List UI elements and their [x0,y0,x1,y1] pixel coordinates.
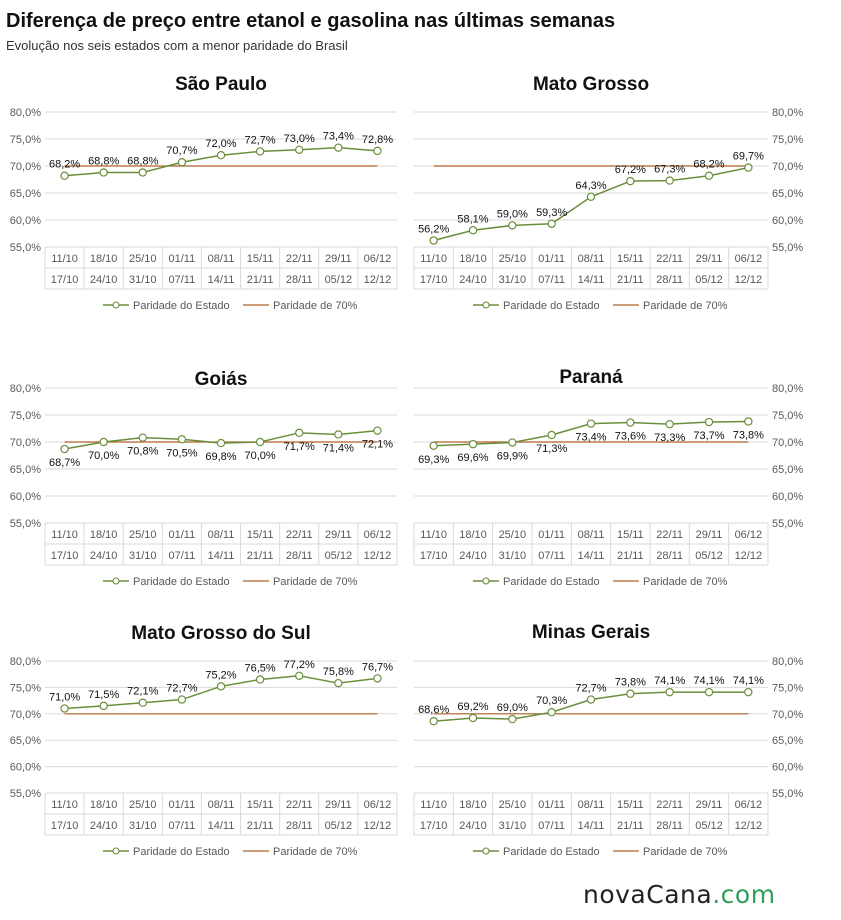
y-tick-label: 60,0% [772,215,804,227]
data-point [548,431,555,438]
x-tick-label: 25/10 [129,253,157,265]
legend-series-marker [113,302,119,308]
data-label: 68,2% [693,158,725,171]
chart-title: Minas Gerais [531,622,651,643]
x-tick-label: 11/10 [420,529,448,541]
x-tick-label: 24/10 [89,820,118,832]
data-label: 73,8% [614,676,646,689]
data-label: 56,2% [418,223,450,236]
data-label: 70,7% [166,145,198,158]
chart-panel-1 [10,74,397,312]
data-point [296,429,303,436]
x-tick-label: 08/11 [577,253,605,265]
x-tick-label: 24/10 [459,820,487,832]
x-tick-label: 17/10 [50,820,79,832]
data-label: 70,5% [166,447,198,460]
x-tick-label: 28/11 [656,274,684,286]
x-tick-label: 14/11 [207,820,235,832]
data-label: 59,0% [496,208,528,221]
legend-series-marker [483,848,489,854]
data-label: 70,8% [127,445,159,458]
data-label: 76,7% [361,661,394,674]
data-label: 69,8% [205,451,237,464]
x-tick-label: 05/12 [695,820,723,832]
y-tick-label: 70,0% [772,437,804,449]
data-label: 74,1% [693,675,725,688]
data-label: 73,0% [283,132,315,145]
y-tick-label: 80,0% [9,383,41,395]
x-tick-label: 05/12 [695,274,723,286]
data-label: 73,6% [614,430,646,443]
data-point [257,676,264,683]
chart-panel-6 [414,622,803,858]
legend-series-marker [483,302,489,308]
x-tick-label: 28/11 [285,550,313,562]
legend-label: Paridade de 70% [643,300,728,312]
data-label: 67,3% [654,163,686,176]
y-tick-label: 70,0% [9,161,41,173]
x-tick-label: 12/12 [734,820,763,832]
data-point [139,434,146,441]
y-tick-label: 80,0% [772,383,804,395]
x-tick-label: 14/11 [577,820,605,832]
x-tick-label: 01/11 [538,529,566,541]
data-label: 69,3% [418,453,450,466]
x-tick-label: 18/10 [459,253,487,265]
x-tick-label: 24/10 [89,274,118,286]
legend [473,576,728,588]
x-tick-label: 08/11 [207,253,235,265]
x-tick-label: 14/11 [207,274,235,286]
data-label: 74,1% [732,675,764,688]
x-tick-label: 08/11 [577,529,605,541]
data-point [627,178,634,185]
x-tick-label: 18/10 [459,529,487,541]
x-tick-label: 08/11 [577,799,605,811]
data-point [509,439,516,446]
data-point [666,689,673,696]
legend-label: Paridade de 70% [643,846,728,858]
x-tick-label: 24/10 [459,550,487,562]
x-tick-label: 22/11 [656,529,684,541]
chart-panel-2 [414,74,803,312]
x-tick-label: 07/11 [168,550,196,562]
x-tick-label: 15/11 [616,529,644,541]
y-tick-label: 55,0% [9,788,41,800]
x-tick-label: 17/10 [50,550,79,562]
legend-label: Paridade do Estado [503,846,600,858]
y-tick-label: 65,0% [9,464,41,476]
x-tick-label: 18/10 [89,253,118,265]
data-point [430,442,437,449]
x-tick-label: 21/11 [246,274,274,286]
x-tick-label: 14/11 [577,550,605,562]
data-point [548,220,555,227]
data-label: 71,7% [283,440,315,453]
data-point [666,421,673,428]
y-tick-label: 80,0% [772,656,804,668]
data-point [509,222,516,229]
chart-panel-4 [414,367,803,588]
y-tick-label: 75,0% [9,134,41,146]
data-point [61,172,68,179]
legend-label: Paridade do Estado [503,300,600,312]
data-point [139,169,146,176]
y-tick-label: 55,0% [772,788,804,800]
y-tick-label: 60,0% [9,215,41,227]
data-point [257,438,264,445]
legend-label: Paridade do Estado [133,576,230,588]
brand-domain: .com [712,880,776,909]
legend-series-marker [113,578,119,584]
y-tick-label: 75,0% [772,682,804,695]
x-tick-label: 29/11 [324,799,352,811]
data-point [430,237,437,244]
y-tick-label: 80,0% [9,656,41,668]
x-tick-label: 25/10 [129,799,157,811]
y-tick-label: 80,0% [9,107,41,119]
x-tick-label: 25/10 [498,253,527,265]
data-label: 73,4% [322,130,354,143]
data-point [745,689,752,696]
x-tick-label: 15/11 [246,253,274,265]
data-label: 69,6% [457,452,489,465]
data-label: 75,2% [205,669,237,682]
x-tick-label: 06/12 [363,253,392,265]
y-tick-label: 70,0% [9,437,41,449]
x-tick-label: 06/12 [734,799,763,811]
x-tick-label: 12/12 [734,274,763,286]
data-point [705,172,712,179]
x-tick-label: 24/10 [459,274,487,286]
x-tick-label: 12/12 [363,550,392,562]
x-tick-label: 07/11 [538,274,566,286]
x-tick-label: 17/10 [419,550,448,562]
y-tick-label: 65,0% [772,464,804,476]
x-tick-label: 21/11 [246,820,274,832]
data-label: 73,7% [693,430,725,443]
y-tick-label: 60,0% [772,761,804,774]
x-tick-label: 28/11 [656,550,684,562]
x-tick-label: 01/11 [168,253,196,265]
data-label: 70,0% [88,450,120,462]
chart-title: Mato Grosso [532,74,650,95]
data-label: 72,1% [127,685,159,698]
data-point [257,148,264,155]
data-point [335,431,342,438]
data-label: 72,8% [361,133,394,146]
y-tick-label: 75,0% [9,682,41,695]
x-tick-label: 08/11 [207,799,235,811]
chart-panel-5 [10,623,397,858]
legend-label: Paridade de 70% [273,846,358,858]
y-tick-label: 70,0% [772,708,804,721]
data-point [178,696,185,703]
y-tick-label: 55,0% [772,242,804,254]
data-point [587,193,594,200]
data-label: 69,9% [496,450,528,463]
x-tick-label: 28/11 [656,820,684,832]
chart-title: São Paulo [175,74,267,95]
data-label: 73,4% [575,431,607,444]
data-label: 72,7% [575,682,607,695]
data-label: 73,3% [654,432,686,445]
x-tick-label: 05/12 [324,274,353,286]
data-point [548,709,555,716]
x-tick-label: 31/10 [129,274,157,286]
data-label: 69,2% [457,701,489,714]
x-tick-label: 25/10 [498,799,527,811]
legend-series-marker [483,578,489,584]
data-point [469,441,476,448]
data-point [666,177,673,184]
y-tick-label: 65,0% [772,735,804,748]
data-point [100,438,107,445]
data-label: 71,4% [322,442,354,455]
data-label: 71,5% [88,688,120,701]
x-tick-label: 01/11 [168,529,196,541]
x-tick-label: 17/10 [419,274,448,286]
x-tick-label: 29/11 [695,529,723,541]
x-tick-label: 15/11 [246,529,274,541]
data-label: 64,3% [575,179,607,192]
data-point [627,690,634,697]
data-label: 71,3% [536,442,568,455]
data-label: 70,3% [536,695,568,708]
data-label: 75,8% [322,666,354,679]
data-point [374,147,381,154]
y-tick-label: 55,0% [772,518,804,530]
x-tick-label: 11/10 [51,529,78,541]
x-tick-label: 06/12 [734,529,763,541]
legend-series-marker [113,848,119,854]
data-point [61,705,68,712]
x-tick-label: 14/11 [577,274,605,286]
legend [103,576,358,588]
data-point [705,689,712,696]
x-tick-label: 31/10 [498,274,527,286]
x-tick-label: 07/11 [538,820,566,832]
data-label: 70,0% [244,450,276,462]
data-point [374,427,381,434]
data-point [100,169,107,176]
x-tick-label: 18/10 [459,799,487,811]
data-point [745,418,752,425]
x-tick-label: 06/12 [363,529,392,541]
legend-label: Paridade do Estado [133,300,230,312]
brand-name: novaCana [583,880,713,909]
series-line [434,168,749,241]
chart-title: Paraná [559,367,623,388]
x-tick-label: 01/11 [168,799,196,811]
data-label: 72,0% [205,138,237,151]
x-tick-label: 24/10 [89,550,118,562]
x-tick-label: 22/11 [285,529,313,541]
data-point [627,419,634,426]
data-point [469,714,476,721]
page-subtitle: Evolução nos seis estados com a menor paridade do Brasil [6,38,348,53]
x-tick-label: 15/11 [616,253,644,265]
page-title: Diferença de preço entre etanol e gasolina nas últimas semanas [6,10,616,32]
x-tick-label: 21/11 [616,820,644,832]
data-point [217,683,224,690]
x-tick-label: 05/12 [324,550,353,562]
data-label: 68,8% [88,155,120,168]
data-label: 68,7% [48,457,81,470]
data-label: 72,7% [244,134,276,147]
x-tick-label: 05/12 [695,550,723,562]
x-tick-label: 22/11 [656,799,684,811]
x-tick-label: 31/10 [129,820,157,832]
x-tick-label: 07/11 [168,274,196,286]
x-tick-label: 15/11 [246,799,274,811]
data-point [374,675,381,682]
x-tick-label: 12/12 [734,550,763,562]
y-tick-label: 65,0% [772,188,804,200]
data-point [335,680,342,687]
x-tick-label: 28/11 [285,274,313,286]
x-tick-label: 31/10 [498,820,527,832]
y-tick-label: 60,0% [772,491,804,503]
y-tick-label: 55,0% [9,242,41,254]
x-tick-label: 12/12 [363,820,392,832]
y-tick-label: 75,0% [772,410,804,422]
data-label: 73,8% [732,429,764,442]
data-point [100,702,107,709]
x-tick-label: 08/11 [207,529,235,541]
data-label: 69,7% [732,150,764,163]
chart-panel-3 [10,369,397,588]
x-tick-label: 01/11 [538,253,566,265]
x-tick-label: 29/11 [695,799,723,811]
x-tick-label: 06/12 [363,799,392,811]
legend-label: Paridade de 70% [273,300,358,312]
data-point [587,696,594,703]
x-tick-label: 11/10 [420,253,448,265]
x-tick-label: 17/10 [419,820,448,832]
x-tick-label: 22/11 [285,799,313,811]
x-tick-label: 06/12 [734,253,763,265]
data-label: 58,1% [457,213,489,226]
x-tick-label: 15/11 [616,799,644,811]
legend [103,300,358,312]
legend [473,846,728,858]
x-tick-label: 17/10 [50,274,79,286]
x-tick-label: 29/11 [695,253,723,265]
data-label: 72,7% [166,682,198,695]
x-tick-label: 21/11 [246,550,274,562]
data-label: 74,1% [654,675,686,688]
x-tick-label: 12/12 [363,274,392,286]
data-point [745,164,752,171]
y-tick-label: 75,0% [9,410,41,422]
data-point [217,152,224,159]
data-point [469,227,476,234]
y-tick-label: 70,0% [772,161,804,173]
x-tick-label: 28/11 [285,820,313,832]
legend-label: Paridade do Estado [503,576,600,588]
chart-title: Goiás [194,369,248,390]
brand-logo [583,880,776,909]
y-tick-label: 65,0% [9,735,41,748]
x-tick-label: 18/10 [89,799,118,811]
data-label: 71,0% [48,691,81,704]
x-tick-label: 25/10 [129,529,157,541]
x-tick-label: 07/11 [168,820,196,832]
data-label: 77,2% [283,658,315,671]
x-tick-label: 22/11 [656,253,684,265]
x-tick-label: 31/10 [498,550,527,562]
data-point [296,146,303,153]
data-label: 76,5% [244,662,276,675]
x-tick-label: 05/12 [324,820,353,832]
x-tick-label: 29/11 [324,529,352,541]
x-tick-label: 31/10 [129,550,157,562]
data-point [139,699,146,706]
data-point [61,445,68,452]
data-point [296,672,303,679]
data-point [705,418,712,425]
data-label: 72,1% [361,438,394,451]
data-point [178,436,185,443]
data-point [178,159,185,166]
data-point [509,715,516,722]
x-tick-label: 07/11 [538,550,566,562]
data-label: 67,2% [614,164,646,177]
legend [473,300,728,312]
legend [103,846,358,858]
data-label: 59,3% [536,206,568,219]
y-tick-label: 75,0% [772,134,804,146]
data-point [587,420,594,427]
legend-label: Paridade do Estado [133,846,230,858]
y-tick-label: 70,0% [9,708,41,721]
legend-label: Paridade de 70% [273,576,358,588]
y-tick-label: 60,0% [9,761,41,774]
data-point [430,718,437,725]
data-point [335,144,342,151]
data-label: 68,8% [127,155,159,168]
x-tick-label: 11/10 [51,253,78,265]
x-tick-label: 25/10 [498,529,527,541]
x-tick-label: 22/11 [285,253,313,265]
data-label: 68,2% [48,158,81,171]
x-tick-label: 14/11 [207,550,235,562]
data-label: 69,0% [496,702,528,715]
y-tick-label: 55,0% [9,518,41,530]
chart-title: Mato Grosso do Sul [131,623,311,644]
data-label: 68,6% [418,704,450,717]
y-tick-label: 80,0% [772,107,804,119]
x-tick-label: 18/10 [89,529,118,541]
x-tick-label: 11/10 [51,799,78,811]
x-tick-label: 29/11 [324,253,352,265]
x-tick-label: 11/10 [420,799,448,811]
y-tick-label: 60,0% [9,491,41,503]
y-tick-label: 65,0% [9,188,41,200]
legend-label: Paridade de 70% [643,576,728,588]
x-tick-label: 21/11 [616,550,644,562]
x-tick-label: 21/11 [616,274,644,286]
data-point [217,439,224,446]
x-tick-label: 01/11 [538,799,566,811]
